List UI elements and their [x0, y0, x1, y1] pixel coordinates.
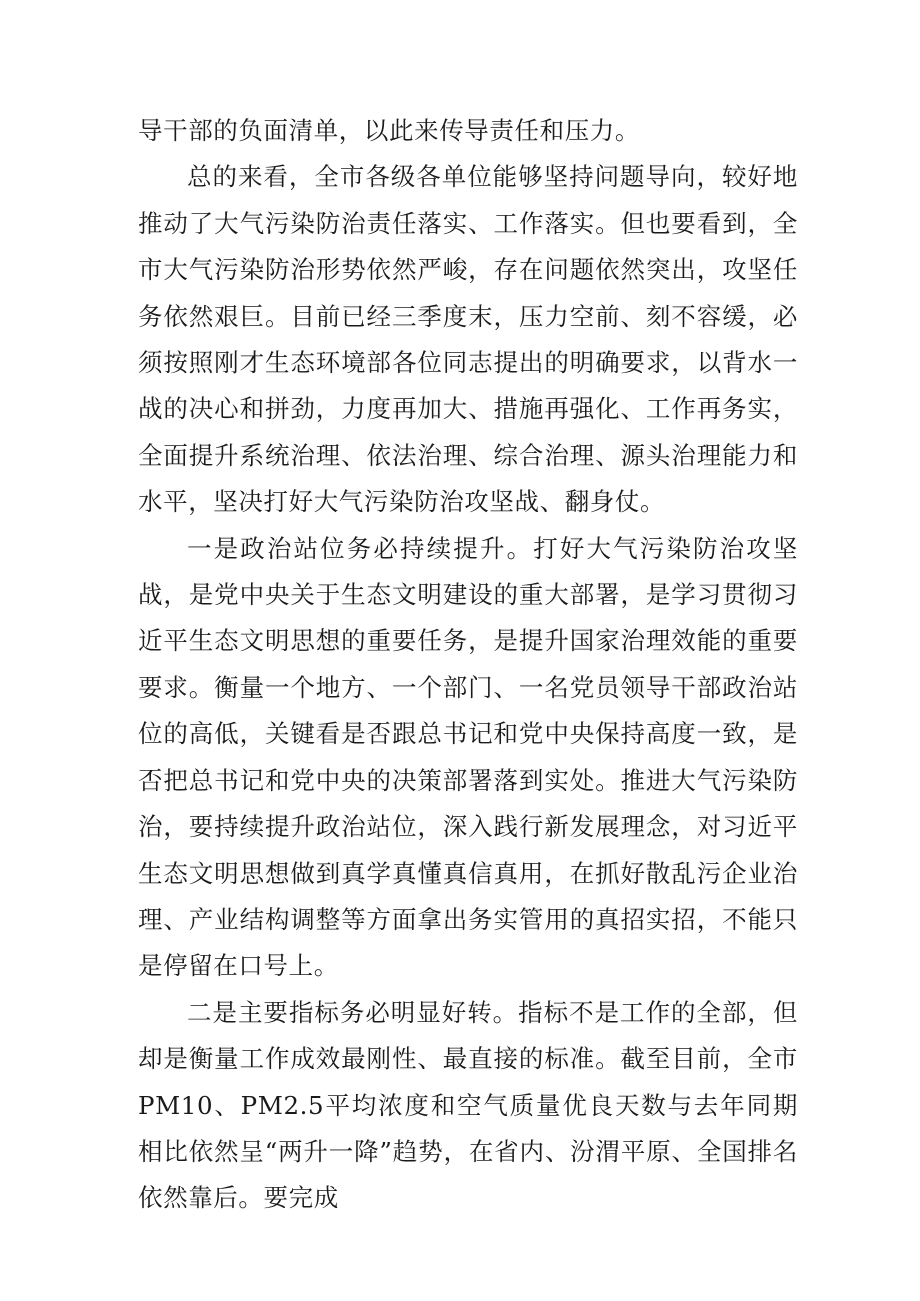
paragraph-2: 总的来看，全市各级各单位能够坚持问题导向，较好地推动了大气污染防治责任落实、工作落实。但也要看到，全市大气污染防治形势依然严峻，存在问题依然突出，攻坚任务依然艰巨。目前已经三季度末，压力空前、刻不容缓，必须按照刚才生态环境部各位同志提出的明确要求，以背水一战的决心和拼劲，力度再加大、措施再强化、工作再务实，全面提升系统治理、依法治理、综合治理、源头治理能力和水平，坚决打好大气污染防治攻坚战、翻身仗。 — [138, 162, 798, 517]
paragraph-4: 二是主要指标务必明显好转。指标不是工作的全部，但却是衡量工作成效最刚性、最直接的标准。截至目前，全市PM10、PM2.5平均浓度和空气质量优良天数与去年同期相比依然呈“两升一降”趋势，在省内、汾渭平原、全国排名依然靠后。要完成 — [138, 997, 798, 1213]
paragraph-1: 导干部的负面清单，以此来传导责任和压力。 — [138, 116, 640, 145]
paragraph-3: 一是政治站位务必持续提升。打好大气污染防治攻坚战，是党中央关于生态文明建设的重大部署，是学习贯彻习近平生态文明思想的重要任务，是提升国家治理效能的重要要求。衡量一个地方、一个部门、一名党员领导干部政治站位的高低，关键看是否跟总书记和党中央保持高度一致，是否把总书记和党中央的决策部署落到实处。推进大气污染防治，要持续提升政治站位，深入践行新发展理念，对习近平生态文明思想做到真学真懂真信真用，在抓好散乱污企业治理、产业结构调整等方面拿出务实管用的真招实招，不能只是停留在口号上。 — [138, 533, 798, 981]
document-body — [138, 108, 798, 1222]
